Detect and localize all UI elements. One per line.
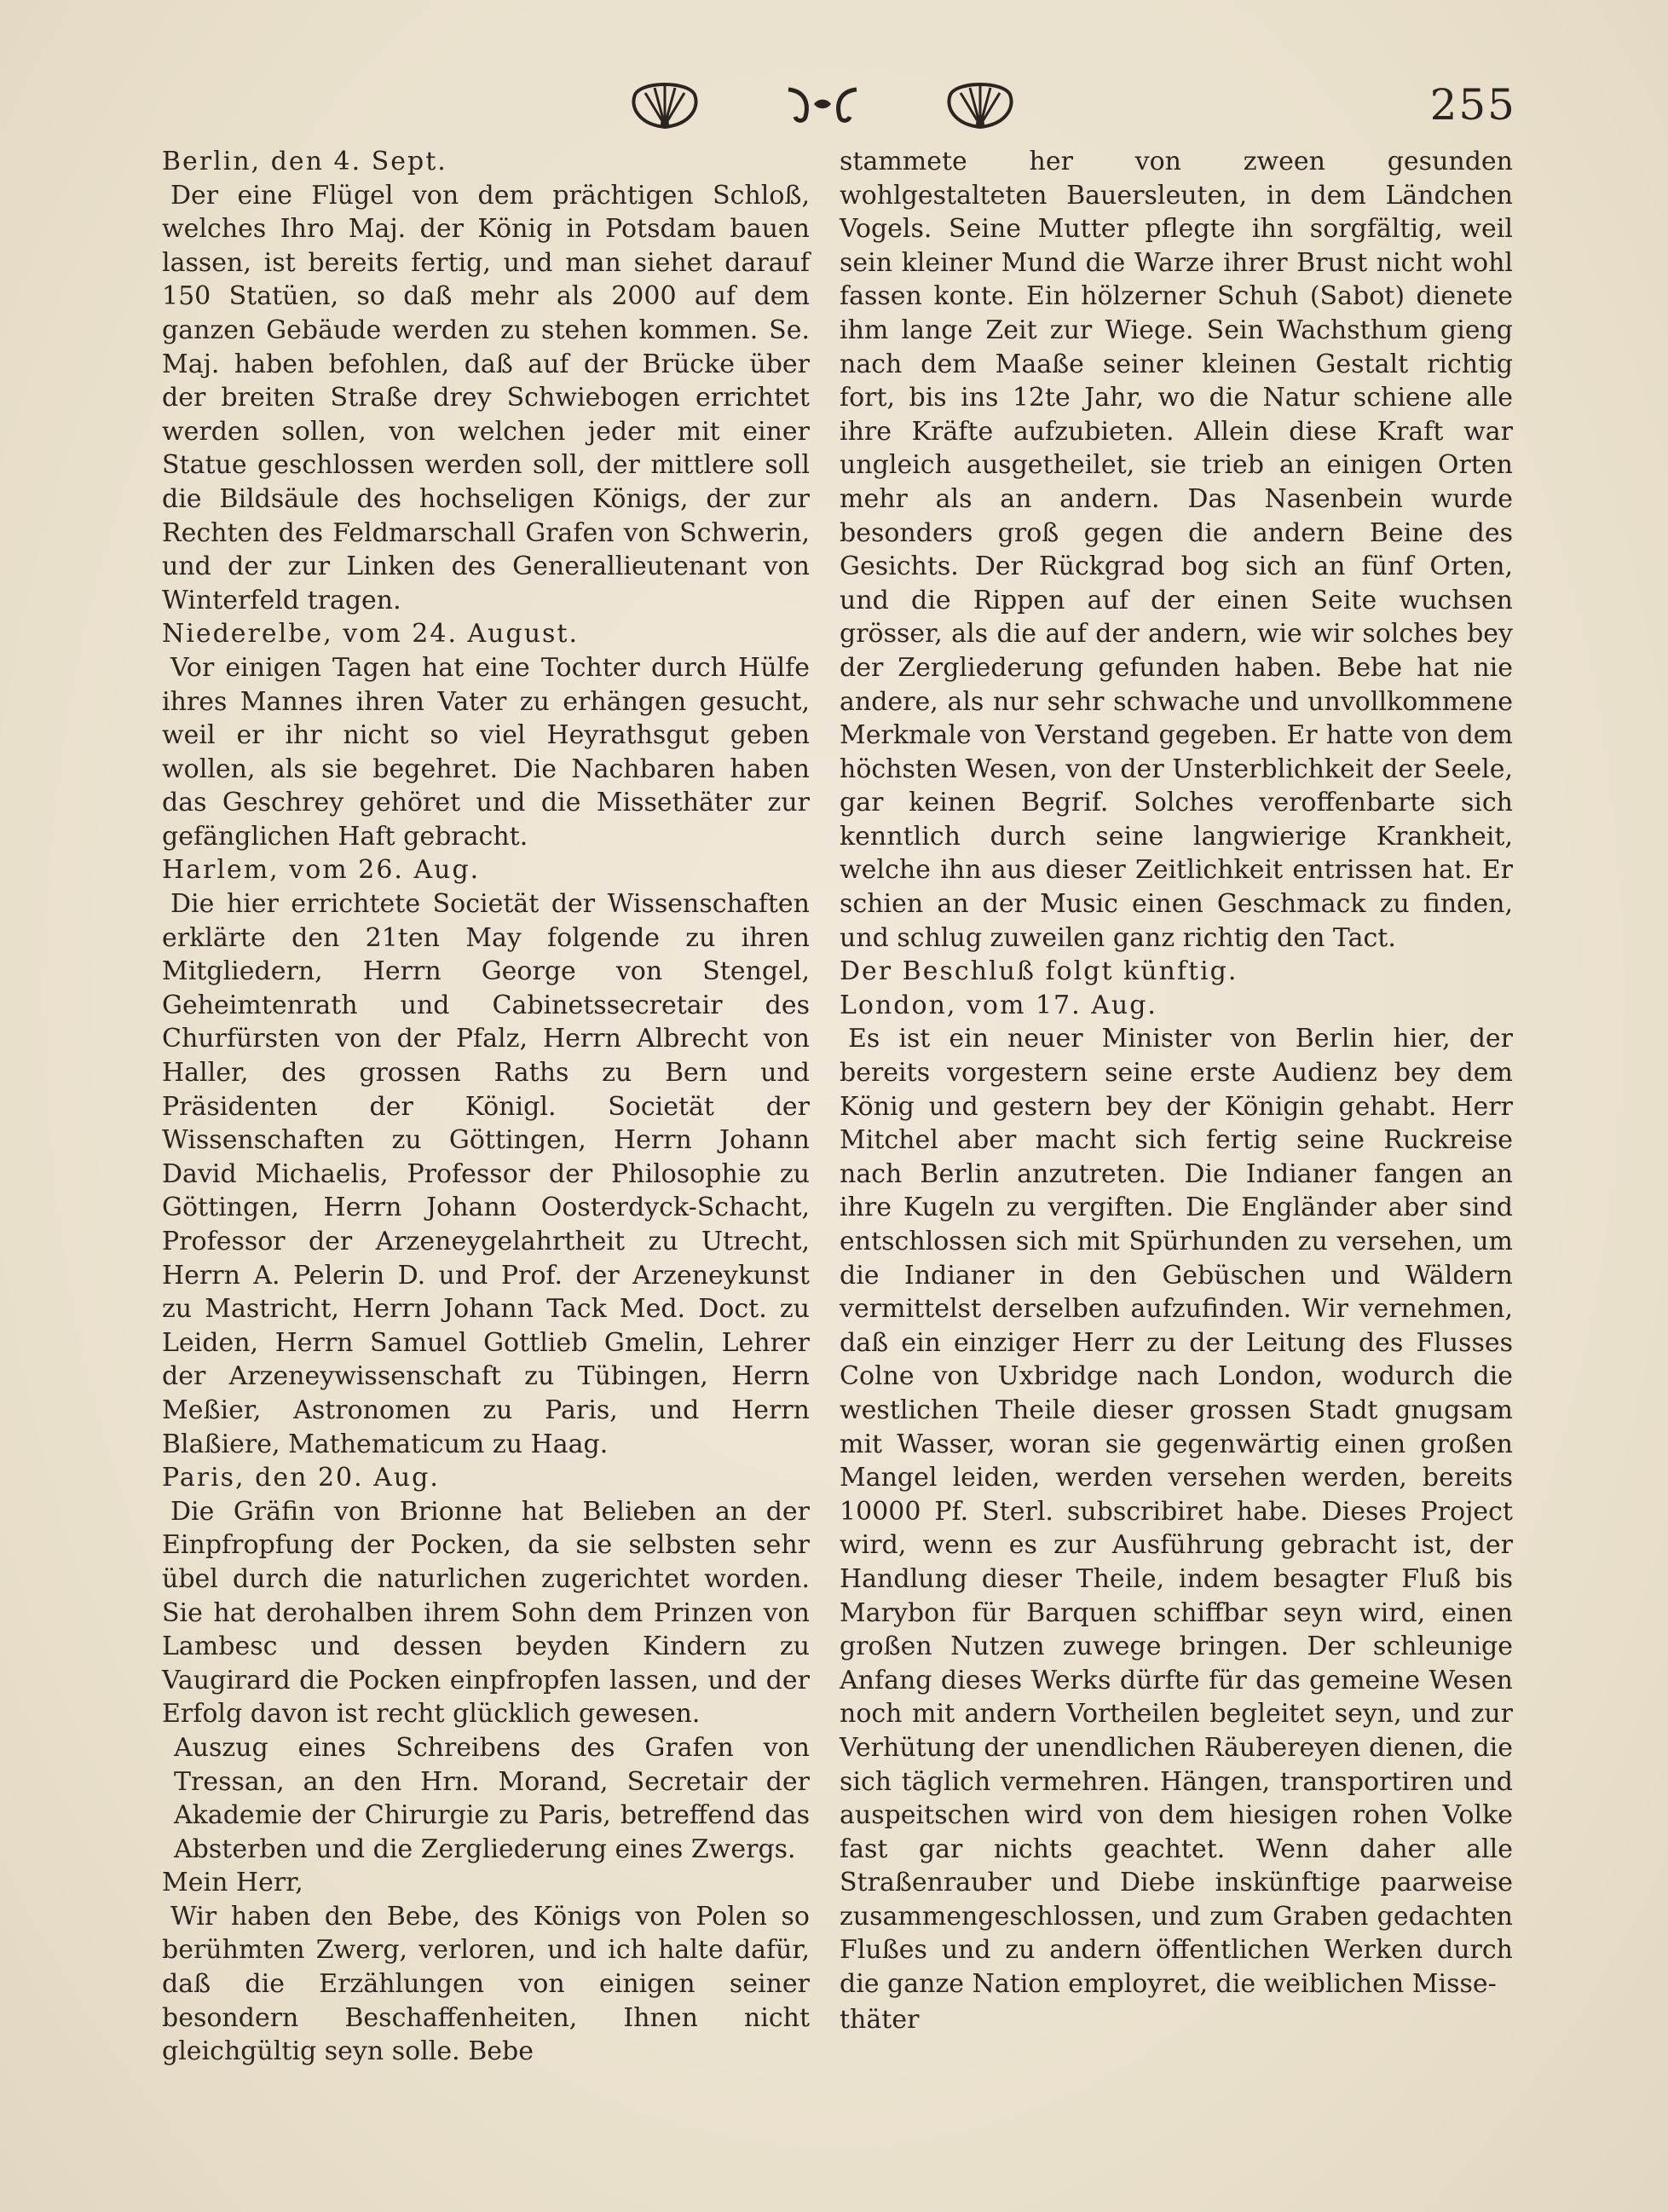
article-niederelbe: Vor einigen Tagen hat eine Tochter durch Hülfe ihres Mannes ihren Vater zu erhängen gesucht, weil er ihr nicht so viel Heyrathsgut geben wollen, als sie begehret. Die Nachbaren haben das Geschrey gehöret und die Missethäter zur gefänglichen Haft gebracht.: [162, 652, 810, 852]
dateline-london: London, vom 17. Aug.: [840, 990, 1157, 1020]
page-header: [0, 70, 1668, 138]
letter-heading: Auszug eines Schreibens des Grafen von Tressan, an den Hrn. Morand, Secretair der Akademie der Chirurgie zu Paris, betreffend das Absterben und die Zergliederung eines Zwergs.: [174, 1732, 810, 1864]
header-ornament: [626, 70, 1019, 138]
page-number: 255: [1429, 80, 1516, 130]
dateline-paris: Paris, den 20. Aug.: [162, 1463, 440, 1493]
shell-ornament-left-icon: [626, 78, 703, 130]
scroll-ornament-icon: [780, 83, 865, 125]
article-berlin: Der eine Flügel von dem prächtigen Schloß, welches Ihro Maj. der König in Potsdam bauen lassen, ist bereits fertig, und man siehet darauf 150 Statüen, so daß mehr als 2000 auf dem ganzen Gebäude werden zu stehen kommen. Se. Maj. haben befohlen, daß auf der Brücke über der breiten Straße drey Schwiebogen errichtet werden sollen, von welchen jeder mit einer Statue geschlossen werden soll, der mittlere soll die Bildsäule des hochseligen Königs, der zur Rechten des Feldmarschall Grafen von Schwerin, und der zur Linken des Generallieutenant von Winterfeld tragen.: [162, 180, 810, 615]
continuation-note: Der Beschluß folgt künftig.: [840, 956, 1238, 987]
dateline-niederelbe: Niederelbe, vom 24. August.: [162, 619, 580, 650]
catchword: thäter: [840, 2004, 920, 2035]
right-column: [840, 145, 1513, 2036]
letter-body-continued: stammete her von zween gesunden wohlgestalteten Bauersleuten, in dem Ländchen Vogels. Seine Mutter pflegte ihn sorgfältig, weil sein kleiner Mund die Warze ihrer Brust nicht wohl fassen konte. Ein hölzerner Schuh (Sabot) dienete ihm lange Zeit zur Wiege. Sein Wachsthum gieng nach dem Maaße seiner kleinen Gestalt richtig fort, bis ins 12te Jahr, wo die Natur schiene alle ihre Kräfte aufzubieten. Allein diese Kraft war ungleich ausgetheilet, sie trieb an einigen Orten mehr als an andern. Das Nasenbein wurde besonders groß gegen die andern Beine des Gesichts. Der Rückgrad bog sich an fünf Orten, und die Rippen auf der einen Seite wuchsen grösser, als die auf der andern, wie wir solches bey der Zergliederung gefunden haben. Bebe hat nie andere, als nur sehr schwache und unvollkommene Merkmale von Verstand gegeben. Er hatte von dem höchsten Wesen, von der Unsterblichkeit der Seele, gar keinen Begrif. Solches veroffenbarte sich kenntlich durch seine langwierige Krankheit, welche ihn aus dieser Zeitlichkeit entrissen hat. Er schien an der Music einen Geschmack zu finden, und schlug zuweilen ganz richtig den Tact.: [840, 147, 1513, 953]
letter-body-start: Wir haben den Bebe, des Königs von Polen so berühmten Zwerg, verloren, und ich halte dafür, daß die Erzählungen von einigen seiner besondern Beschaffenheiten, Ihnen nicht gleichgültig seyn solle. Bebe: [162, 1901, 810, 2067]
article-harlem: Die hier errichtete Societät der Wissenschaften erklärte den 21ten May folgende zu ihren Mitgliedern, Herrn George von Stengel, Geheimtenrath und Cabinetssecretair des Churfürsten von der Pfalz, Herrn Albrecht von Haller, des grossen Raths zu Bern und Präsidenten der Königl. Societät der Wissenschaften zu Göttingen, Herrn Johann David Michaelis, Professor der Philosophie zu Göttingen, Herrn Johann Oosterdyck-Schacht, Professor der Arzeneygelahrtheit zu Utrecht, Herrn A. Pelerin D. und Prof. der Arzeneykunst zu Mastricht, Herrn Johann Tack Med. Doct. zu Leiden, Herrn Samuel Gottlieb Gmelin, Lehrer der Arzeneywissenschaft zu Tübingen, Herrn Meßier, Astronomen zu Paris, und Herrn Blaßiere, Mathematicum zu Haag.: [162, 889, 810, 1459]
letter-salutation: Mein Herr,: [162, 1868, 303, 1898]
shell-ornament-right-icon: [942, 78, 1019, 130]
dateline-harlem: Harlem, vom 26. Aug.: [162, 855, 481, 886]
article-paris: Die Gräfin von Brionne hat Belieben an der Einpfropfung der Pocken, da sie selbsten sehr übel durch die naturlichen zugerichtet worden. Sie hat derohalben ihrem Sohn dem Prinzen von Lambesc und dessen beyden Kindern zu Vaugirard die Pocken einpfropfen lassen, und der Erfolg davon ist recht glücklich gewesen.: [162, 1496, 810, 1730]
dateline-berlin: Berlin, den 4. Sept.: [162, 147, 447, 176]
left-column: [162, 145, 810, 2069]
article-london: Es ist ein neuer Minister von Berlin hier, der bereits vorgestern seine erste Audienz bey dem König und gestern bey der Königin gehabt. Herr Mitchel aber macht sich fertig seine Ruckreise nach Berlin anzutreten. Die Indianer fangen an ihre Kugeln zu vergiften. Die Engländer aber sind entschlossen sich mit Spürhunden zu versehen, um die Indianer in den Gebüschen und Wäldern vermittelst derselben aufzufinden. Wir vernehmen, daß ein einziger Herr zu der Leitung des Flusses Colne von Uxbridge nach London, wodurch die westlichen Theile dieser grossen Stadt gnugsam mit Wasser, woran sie gegenwärtig einen großen Mangel leiden, werden versehen werden, bereits 10000 Pf. Sterl. subscribiret habe. Dieses Project wird, wenn es zur Ausführung gebracht ist, der Handlung dieser Theile, indem besagter Fluß bis Marybon für Barquen schiffbar seyn wird, einen großen Nutzen zuwege bringen. Der schleunige Anfang dieses Werks dürfte für das gemeine Wesen noch mit andern Vortheilen begleitet seyn, und zur Verhütung der unendlichen Räubereyen dienen, die sich täglich vermehren. Hängen, transportiren und auspeitschen wird von dem hiesigen rohen Volke fast gar nichts geachtet. Wenn daher alle Straßenrauber und Diebe inskünftige paarweise zusammengeschlossen, und zum Graben gedachten Flußes und zu andern öffentlichen Werken durch die ganze Nation employret, die weiblichen Misse-: [840, 1024, 1513, 2000]
